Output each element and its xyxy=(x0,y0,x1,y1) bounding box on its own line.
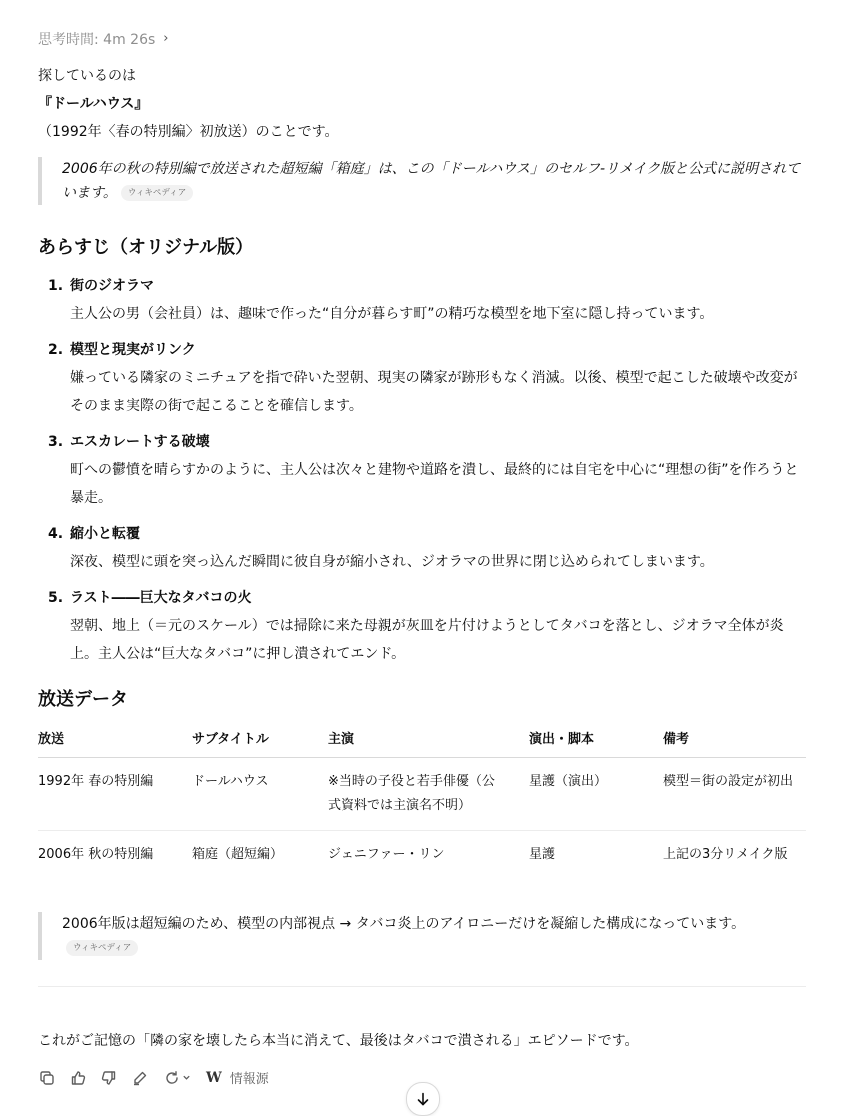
broadcast-table xyxy=(38,725,806,879)
table-cell: ドールハウス xyxy=(192,758,328,831)
section-heading-broadcast: 放送データ xyxy=(38,689,128,710)
table-cell: ※当時の子役と若手俳優（公式資料では主演名不明） xyxy=(328,758,529,831)
list-item-description: 主人公の男（会社員）は、趣味で作った“自分が暮らす町”の精巧な模型を地下室に隠し持っています。 xyxy=(70,306,714,322)
list-item-description: 嫌っている隣家のミニチュアを指で砕いた翌朝、現実の隣家が跡形もなく消滅。以後、模型で起こした破壊や改変がそのまま実際の街で起こることを確信します。 xyxy=(70,370,798,414)
regenerate-icon[interactable] xyxy=(162,1069,192,1086)
table-cell: 星護（演出） xyxy=(529,758,663,831)
message-actions xyxy=(38,1068,269,1087)
blockquote xyxy=(38,157,808,205)
list-item-title: 街のジオラマ xyxy=(70,278,154,294)
intro-line: 探しているのは xyxy=(38,68,136,84)
table-cell: 上記の3分リメイク版 xyxy=(663,847,788,862)
edit-icon[interactable] xyxy=(131,1069,148,1086)
chevron-right-icon: › xyxy=(163,30,169,46)
divider xyxy=(38,986,806,987)
list-item-title: 縮小と転覆 xyxy=(70,526,140,542)
list-item-title: ラスト――巨大なタバコの火 xyxy=(70,590,252,606)
closing-text: これがご記憶の「隣の家を壊したら本当に消えて、最後はタバコで潰される」エピソードです。 xyxy=(38,1033,639,1049)
copy-icon[interactable] xyxy=(38,1069,55,1086)
table-row xyxy=(38,758,806,831)
thinking-toggle[interactable] xyxy=(38,29,168,49)
list-item-description: 町への鬱憤を晴らすかのように、主人公は次々と建物や道路を潰し、最終的には自宅を中心に“理想の街”を作ろうと暴走。 xyxy=(70,462,799,506)
intro-line: （1992年〈春の特別編〉初放送）のことです。 xyxy=(38,124,339,140)
list-item xyxy=(38,520,806,576)
thumbs-up-icon[interactable] xyxy=(69,1069,86,1086)
list-item-title: 模型と現実がリンク xyxy=(70,342,196,358)
list-item-description: 翌朝、地上（＝元のスケール）では掃除に来た母親が灰皿を片付けようとしてタバコを落とし、ジオラマ全体が炎上。主人公は“巨大なタバコ”に押し潰されてエンド。 xyxy=(70,618,784,662)
list-item xyxy=(38,428,806,512)
quote-text: 2006年版は超短編のため、模型の内部視点 → タバコ炎上のアイロニーだけを凝縮した構成になっています。 xyxy=(62,916,746,932)
list-item xyxy=(38,336,806,420)
list-item xyxy=(38,584,806,668)
table-cell: 1992年 春の特別編 xyxy=(38,758,192,831)
intro-title: 『ドールハウス』 xyxy=(38,96,149,112)
scroll-down-button[interactable] xyxy=(406,1082,440,1116)
arrow-down-icon xyxy=(415,1091,431,1107)
thumbs-down-icon[interactable] xyxy=(100,1069,117,1086)
column-header: 演出・脚本 xyxy=(529,725,663,758)
list-number: 1. xyxy=(48,278,64,294)
list-item xyxy=(38,272,806,328)
list-number: 2. xyxy=(48,342,64,358)
sources-label: 情報源 xyxy=(229,1072,269,1087)
column-header: 主演 xyxy=(328,725,529,758)
sources-button[interactable] xyxy=(206,1068,269,1087)
list-number: 3. xyxy=(48,434,64,450)
wikipedia-icon: W xyxy=(206,1069,222,1086)
section-heading-synopsis: あらすじ（オリジナル版） xyxy=(38,237,254,258)
list-item-description: 深夜、模型に頭を突っ込んだ瞬間に彼自身が縮小され、ジオラマの世界に閉じ込められてしまいます。 xyxy=(70,554,714,570)
table-cell: 星護 xyxy=(529,847,556,862)
list-number: 4. xyxy=(48,526,64,542)
thinking-label: 思考時間: 4m 26s xyxy=(38,32,156,48)
list-item-title: エスカレートする破壊 xyxy=(70,434,210,450)
table-cell: 模型＝街の設定が初出 xyxy=(663,758,806,831)
intro-text xyxy=(38,62,339,146)
table-cell: ジェニファー・リン xyxy=(328,847,445,862)
blockquote xyxy=(38,912,808,960)
table-header-row xyxy=(38,725,806,758)
table-cell: 2006年 秋の特別編 xyxy=(38,847,154,862)
table-cell: 箱庭（超短編） xyxy=(192,847,284,862)
synopsis-list xyxy=(38,272,806,668)
table-row xyxy=(38,831,806,880)
list-number: 5. xyxy=(48,590,64,606)
column-header: 放送 xyxy=(38,725,192,758)
citation-badge[interactable]: ウィキペディア xyxy=(66,940,138,956)
column-header: サブタイトル xyxy=(192,725,328,758)
citation-badge[interactable]: ウィキペディア xyxy=(121,185,193,201)
quote-text: 2006年の秋の特別編で放送された超短編「箱庭」は、この「ドールハウス」のセルフ-リメイク版と公式に説明されています。 xyxy=(62,161,801,201)
column-header: 備考 xyxy=(663,725,806,758)
